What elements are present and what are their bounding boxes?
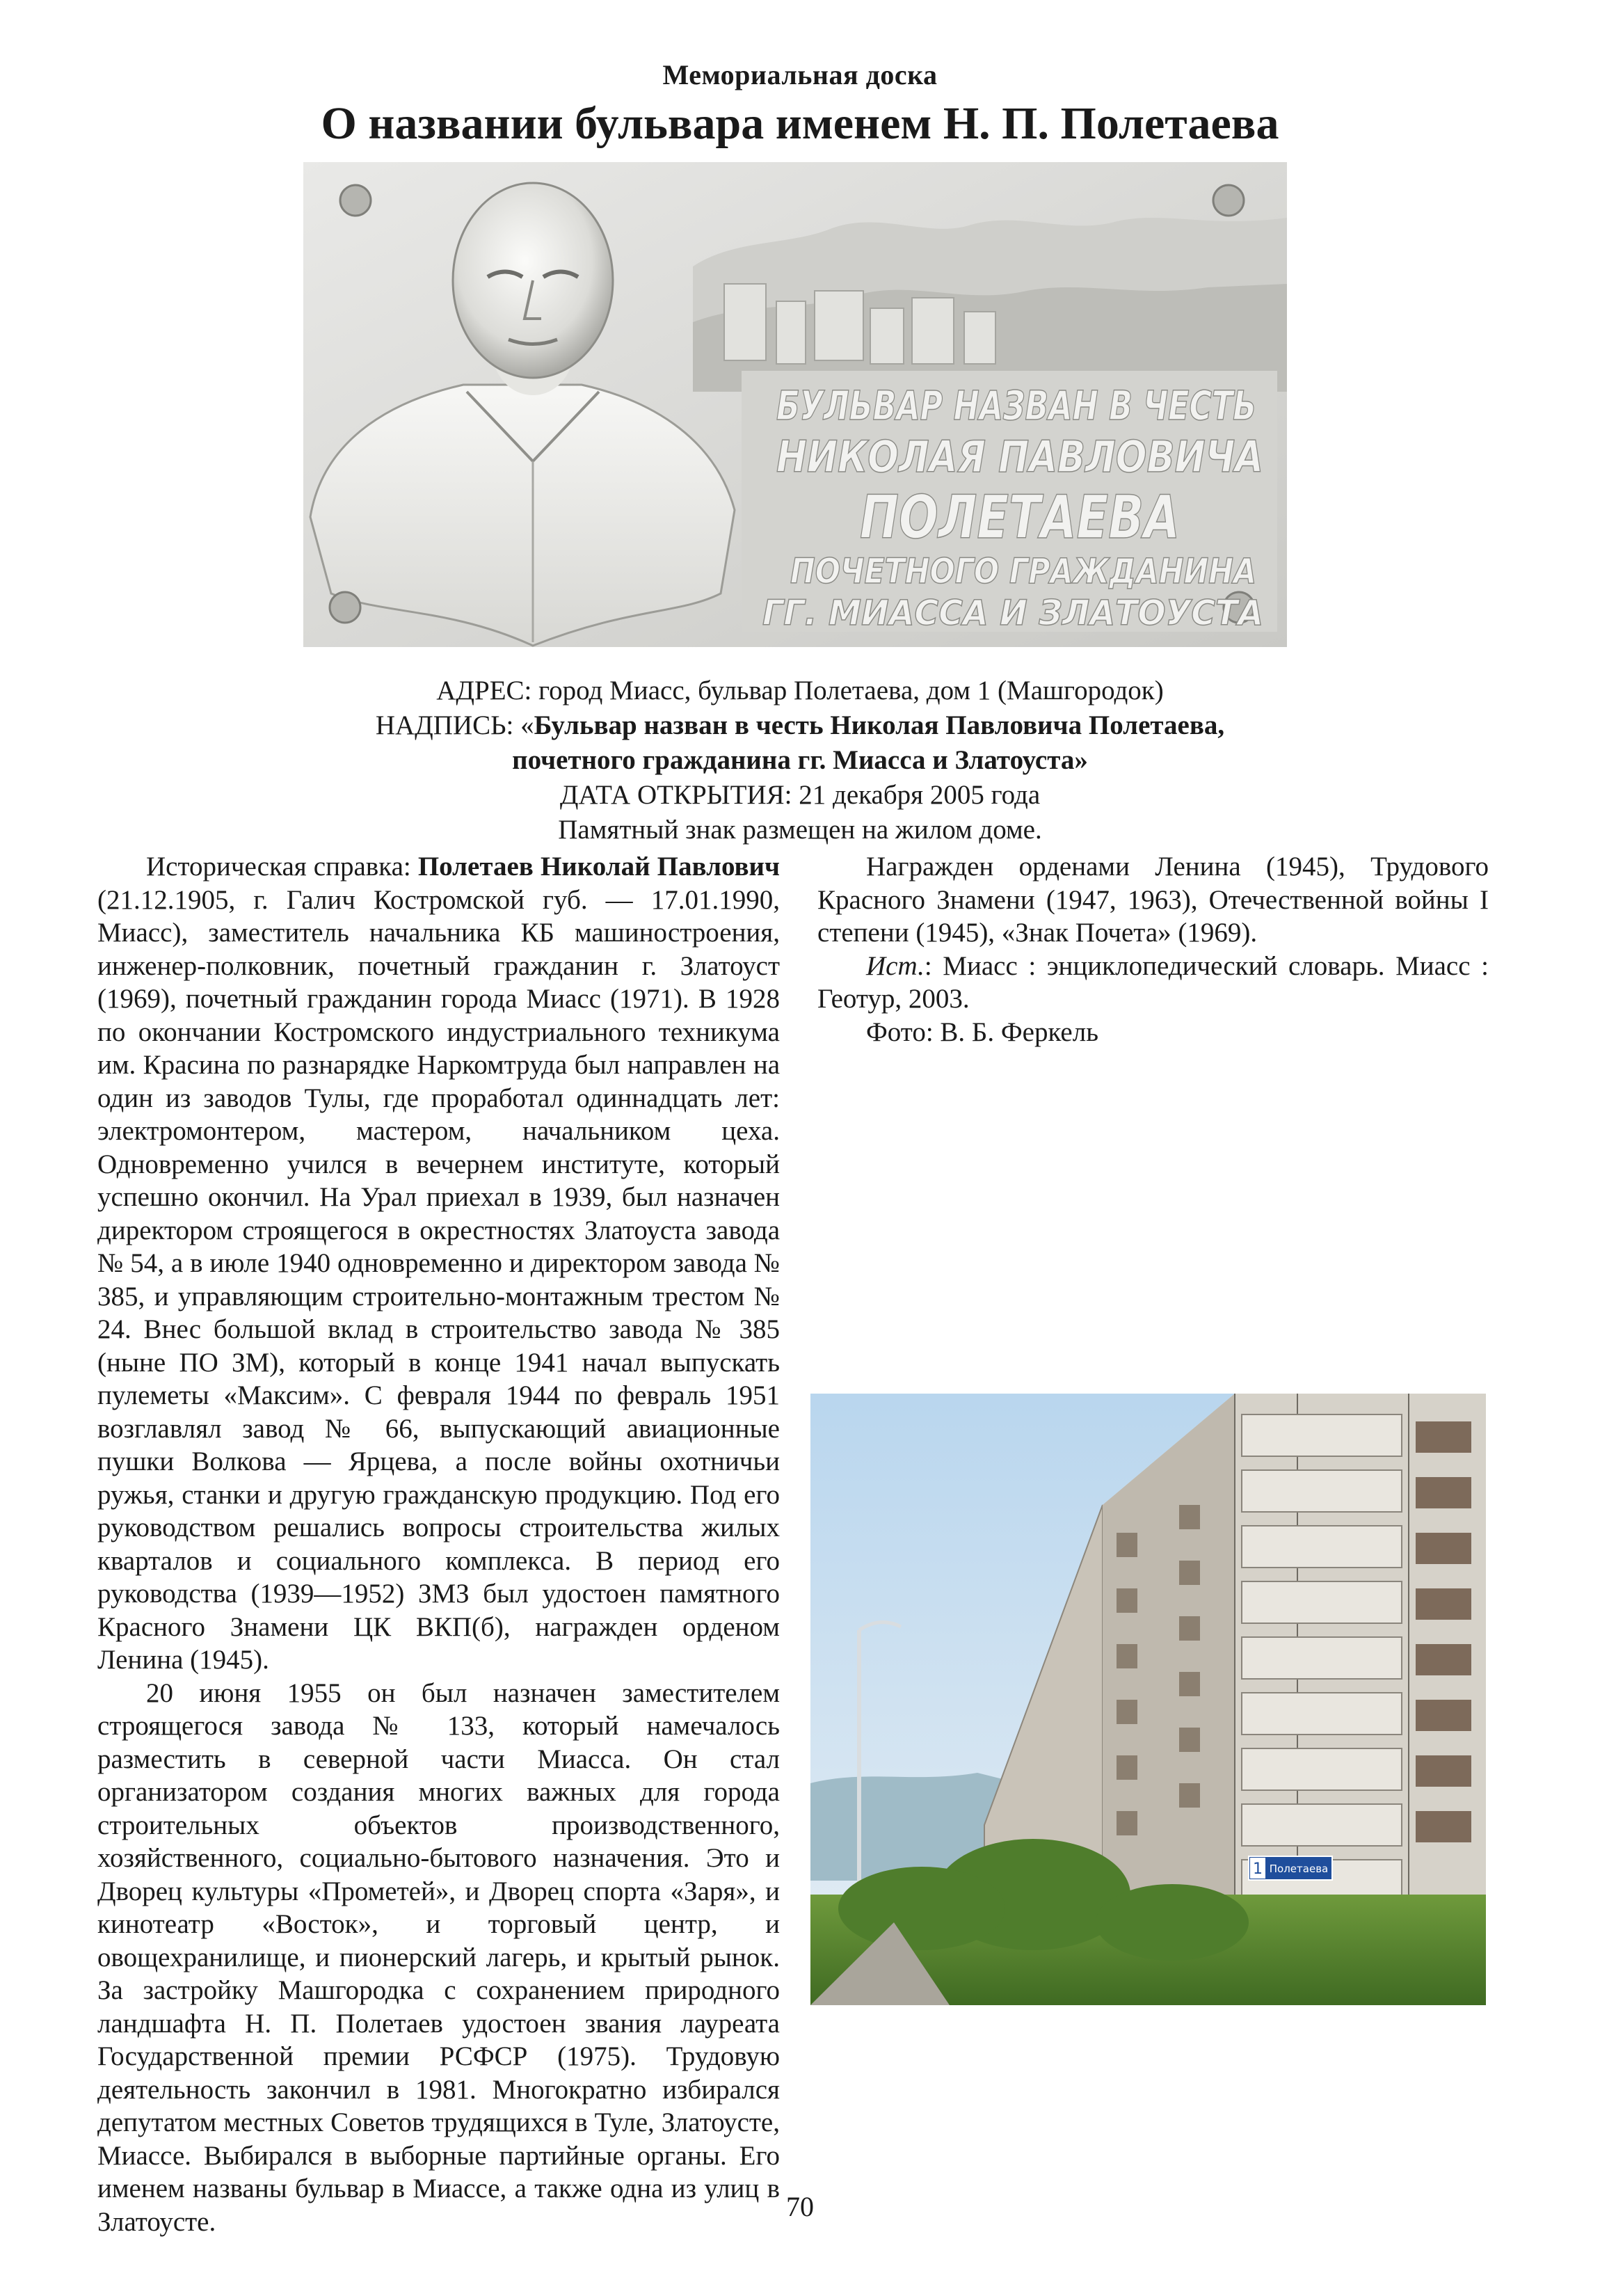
plaque-line-5: ГГ. МИАССА И ЗЛАТОУСТА	[762, 593, 1263, 633]
photo-credit: Фото: В. Б. Феркель	[866, 1017, 1098, 1047]
page-title: О названии бульвара именем Н. П. Полетаева	[321, 98, 1279, 149]
page-overline: Мемориальная доска	[662, 59, 938, 90]
street-sign	[1249, 1856, 1332, 1880]
date-label: ДАТА ОТКРЫТИЯ:	[559, 780, 792, 810]
biography-text: (21.12.1905, г. Галич Костромской губ. — 17.01.1990, Миасс), заместитель начальника КБ машиностроения, инженер-полковник, почетный гражданин г. Златоуст (1969), почетный гражданин города Миасс (1971). В 1928 по окончании Костромского индустриального техникума им. Красина по разнарядке Наркомтруда был направлен на один из заводов Тулы, где проработал одиннадцать лет: электромонтером, мастером, начальником цеха. Одновременно учился в вечернем институте, который успешно окончил. На Урал приехал в 1939, был назначен директором строящегося в окрестностях Златоуста завода № 54, а в июле 1940 одновременно и директором завода № 385, и управляющим строительно-монтажным трестом № 24. Внес большой вклад в строительство завода № 385 (ныне ПО ЗМ), который в конце 1941 начал выпускать пулеметы «Максим». С февраля 1944 по февраль 1951 возглавлял завод № 66, выпускающий авиационные пушки Волкова — Ярцева, а после войны охотничьи ружья, станки и другую гражданскую продукцию. Под его руководством решались вопросы строительства жилых кварталов и социального комплекса. В период его руководства (1939—1952) ЗМЗ был удостоен памятного Красного Знамени ЦК ВКП(б), награжден орденом Ленина (1945).	[97, 884, 780, 1675]
building-photo	[810, 1394, 1486, 2005]
inscription-line-2	[0, 743, 1600, 778]
plaque-line-1: БУЛЬВАР НАЗВАН В ЧЕСТЬ	[776, 382, 1256, 429]
article-paragraph-2: 20 июня 1955 он был назначен заместителем строящегося завода № 133, который намечалось разместить в северной части Миасса. Он стал организатором создания многих важных для города строительных объектов производственного, хозяйственного, социально-бытового назначения. Это и Дворец культуры «Прометей», и Дворец спорта «Заря», и кинотеатр «Восток», и торговый центр, и овощехранилище, и пионерский лагерь, и крытый рынок. За застройку Машгородка с сохранением природного ландшафта Н. П. Полетаев удостоен звания лауреата Государственной премии РСФСР (1975). Трудовую деятельность закончил в 1981. Многократно избирался депутатом местных Советов трудящихся в Туле, Златоусте, Миассе. Выбирался в выборные партийные органы. Его именем названы бульвар в Миассе, а также одна из улиц в Златоусте.	[97, 1677, 780, 2237]
source-citation	[817, 950, 1489, 1016]
address-value: город Миасс, бульвар Полетаева, дом 1 (Машгородок)	[538, 676, 1164, 705]
historical-note-label: Историческая справка:	[146, 852, 411, 882]
article-paragraph-1	[97, 850, 780, 1677]
inscription-label: НАДПИСЬ:	[375, 710, 514, 740]
plaque-line-2: НИКОЛАЯ ПАВЛОВИЧА	[776, 431, 1263, 482]
address-line	[0, 673, 1600, 708]
source-label: Ист.	[866, 950, 925, 981]
inscription-text-2: почетного гражданина гг. Миасса и Златоуста»	[512, 745, 1088, 775]
inscription-open-quote: «	[520, 710, 534, 740]
opening-date-line	[0, 778, 1600, 813]
address-label: АДРЕС:	[436, 676, 532, 705]
inscription-text-1: Бульвар назван в честь Николая Павловича Полетаева,	[534, 710, 1225, 740]
source-text: : Миасс : энциклопедический словарь. Миасс : Геотур, 2003.	[817, 950, 1489, 1014]
plaque-caption	[0, 673, 1600, 847]
article-paragraph-3: Награжден орденами Ленина (1945), Трудового Красного Знамени (1947, 1963), Отечественной войны I степени (1945), «Знак Почета» (1969).	[817, 852, 1489, 948]
article-right-column	[817, 850, 1489, 1049]
page-number: 70	[786, 2191, 814, 2222]
inscription-line-1	[0, 708, 1600, 743]
plaque-line-3: ПОЛЕТАЕВА	[860, 483, 1180, 552]
sign-street: Полетаева	[1269, 1863, 1329, 1875]
date-value: 21 декабря 2005 года	[799, 780, 1041, 810]
placement-note: Памятный знак размещен на жилом доме.	[558, 815, 1042, 845]
sign-number: 1	[1253, 1860, 1263, 1878]
article-left-column	[97, 850, 780, 2238]
plaque-line-4: ПОЧЕТНОГО ГРАЖДАНИНА	[790, 551, 1256, 591]
memorial-plaque-image	[303, 162, 1287, 647]
person-name: Полетаев Николай Павлович	[417, 852, 781, 882]
